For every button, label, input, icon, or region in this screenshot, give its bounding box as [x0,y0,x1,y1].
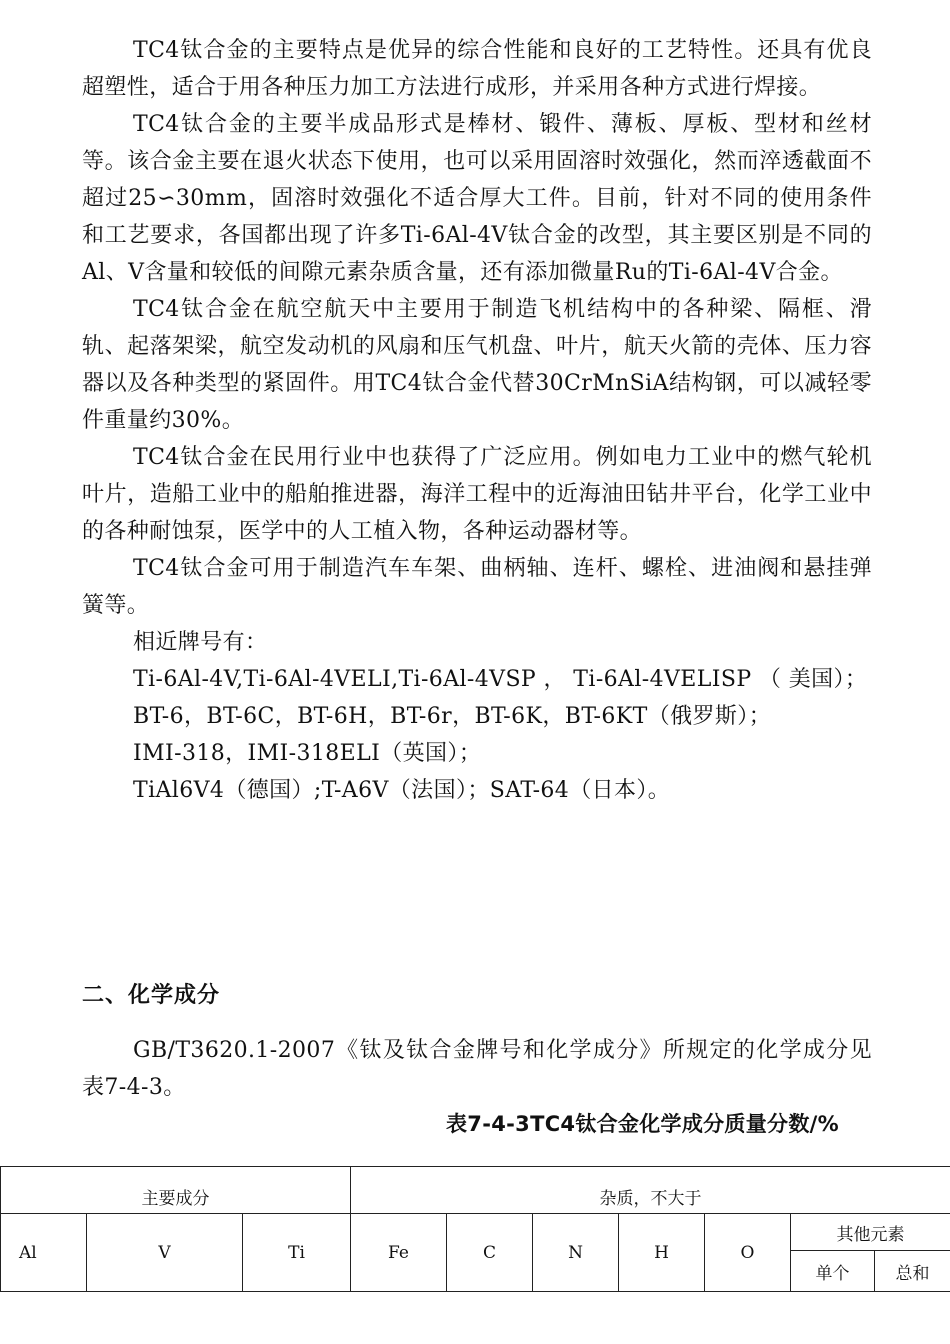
paragraph-features: TC4钛合金的主要特点是优异的综合性能和良好的工艺特性。还具有优良超塑性，适合于用各种压力加工方法进行成形，并采用各种方式进行焊接。 [82,38,872,100]
section-intro: GB/T3620.1-2007《钛及钛合金牌号和化学成分》所规定的化学成分见表7-4-3。 [82,1038,872,1100]
header-al: Al [1,1214,87,1292]
header-o: O [705,1214,791,1292]
paragraph-civil-use: TC4钛合金在民用行业中也获得了广泛应用。例如电力工业中的燃气轮机叶片，造船工业中的船舶推进器，海洋工程中的近海油田钻井平台，化学工业中的各种耐蚀泵，医学中的人工植入物，各种运动器材等。 [82,445,872,544]
similar-grades-heading: 相近牌号有： [133,630,268,655]
header-c: C [447,1214,533,1292]
header-h: H [619,1214,705,1292]
table-header-row-group [1,1167,950,1214]
section-intro-block [82,1032,872,1106]
table-caption: 表7-4-3TC4钛合金化学成分质量分数/% [446,1112,839,1136]
similar-grades-russia: BT-6，BT-6C，BT-6H，BT-6r，BT-6K，BT-6KT（俄罗斯）； [133,704,772,729]
paragraph-aerospace: TC4钛合金在航空航天中主要用于制造飞机结构中的各种梁、隔框、滑轨、起落架梁，航空发动机的风扇和压气机盘、叶片，航天火箭的壳体、压力容器以及各种类型的紧固件。用TC4钛合金代替30CrMnSiA结构钢，可以减轻零件重量约30%。 [82,297,872,433]
table-header-row-elements [1,1214,950,1251]
header-other-single: 单个 [791,1251,875,1292]
paragraph-automotive: TC4钛合金可用于制造汽车车架、曲柄轴、连杆、螺栓、进油阀和悬挂弹簧等。 [82,556,872,618]
section-heading: 二、化学成分 [82,983,221,1008]
header-main-components: 主要成分 [1,1167,351,1214]
similar-grades-uk: IMI-318，IMI-318ELI（英国）； [133,741,482,766]
similar-grades-others: TiAl6V4（德国）;T-A6V（法国）；SAT-64（日本）。 [133,778,671,803]
header-n: N [533,1214,619,1292]
header-v: V [87,1214,243,1292]
header-other-total: 总和 [875,1251,950,1292]
header-ti: Ti [243,1214,351,1292]
header-other-elements: 其他元素 [791,1214,950,1251]
chemical-composition-table [0,1166,950,1292]
header-impurities: 杂质，不大于 [351,1167,950,1214]
similar-grades-usa: Ti-6Al-4V,Ti-6Al-4VELI,Ti-6Al-4VSP ， Ti-6Al-4VELISP （ 美国）； [133,667,868,692]
header-fe: Fe [351,1214,447,1292]
paragraph-semi-products: TC4钛合金的主要半成品形式是棒材、锻件、薄板、厚板、型材和丝材等。该合金主要在退火状态下使用，也可以采用固溶时效强化，然而淬透截面不超过25∽30mm，固溶时效强化不适合厚大工件。目前，针对不同的使用条件和工艺要求，各国都出现了许多Ti-6Al-4V钛合金的改型，其主要区别是不同的Al、V含量和较低的间隙元素杂质含量，还有添加微量Ru的Ti-6Al-4V合金。 [82,112,872,285]
body-text [82,32,872,809]
